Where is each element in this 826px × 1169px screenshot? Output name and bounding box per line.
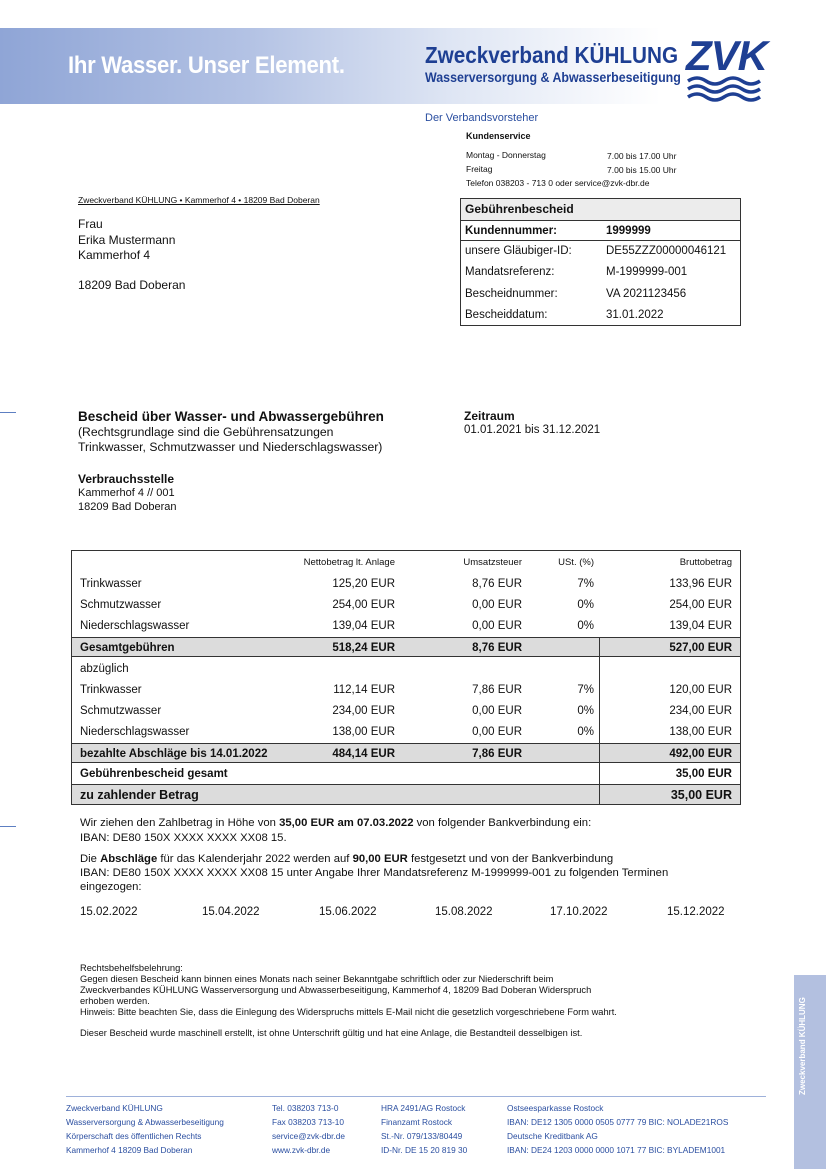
cell-tax: 0,00 EUR [472, 620, 522, 632]
column-divider [599, 657, 600, 804]
footer-bank: Deutsche Kreditbank AG [507, 1131, 598, 1141]
info-value: 1999999 [606, 225, 651, 237]
hours-value: 7.00 bis 17.00 Uhr [607, 151, 677, 161]
cell-tax: 8,76 EUR [472, 642, 522, 654]
cell-gross: 120,00 EUR [669, 684, 732, 696]
customer-service-title: Kundenservice [466, 131, 531, 141]
info-label: Bescheiddatum: [465, 309, 548, 321]
logo-text: ZVK [686, 32, 767, 79]
fee-notice-box [460, 198, 741, 326]
installment-amount: 90,00 EUR [352, 853, 408, 865]
footer-phone: Tel. 038203 713-0 [272, 1103, 339, 1113]
cell-net: 138,00 EUR [332, 726, 395, 738]
total-row [72, 637, 740, 657]
recipient-street: Kammerhof 4 [78, 248, 151, 262]
document-title: Bescheid über Wasser- und Abwassergebühren [78, 409, 384, 424]
cell-net: 484,14 EUR [332, 748, 395, 760]
installment-date: 15.04.2022 [202, 906, 260, 918]
text-span: von folgender Bankverbindung ein: [413, 817, 592, 829]
footer-text: Kammerhof 4 18209 Bad Doberan [66, 1145, 193, 1155]
fee-notice-title: Gebührenbescheid [461, 199, 740, 221]
cell-gross: 527,00 EUR [669, 642, 732, 654]
cell-rate: 0% [577, 705, 594, 717]
salutation: Frau [78, 217, 103, 231]
column-header: Bruttobetrag [679, 557, 732, 568]
info-label: unsere Gläubiger-ID: [465, 245, 572, 257]
cell-tax: 7,86 EUR [472, 684, 522, 696]
footer-fax: Fax 038203 713-10 [272, 1117, 344, 1127]
installment-iban: IBAN: DE80 150X XXXX XXXX XX08 15 unter Angabe Ihrer Mandatsreferenz M-1999999-001 zu folgenden Terminen [80, 867, 669, 879]
text-span: für das Kalenderjahr 2022 werden auf [157, 853, 353, 865]
legal-line: Zweckverbandes KÜHLUNG Wasserversorgung und Abwasserbeseitigung, Kammerhof 4, 18209 Bad Doberan Widerspruch [80, 985, 592, 995]
cell-gross: 254,00 EUR [669, 599, 732, 611]
wave-icon [686, 76, 762, 102]
cell-gross: 492,00 EUR [669, 748, 732, 760]
recipient-city: 18209 Bad Doberan [78, 278, 186, 292]
cell-gross: 234,00 EUR [669, 705, 732, 717]
cell-item: Gebührenbescheid gesamt [80, 768, 228, 780]
cell-tax: 0,00 EUR [472, 705, 522, 717]
cell-net: 125,20 EUR [332, 578, 395, 590]
recipient-name: Erika Mustermann [78, 233, 176, 247]
cell-item: bezahlte Abschläge bis 14.01.2022 [80, 748, 268, 760]
department: Der Verbandsvorsteher [425, 112, 539, 124]
footer-text: St.-Nr. 079/133/80449 [381, 1131, 463, 1141]
legal-line: Gegen diesen Bescheid kann binnen eines Monats nach seiner Bekanntgabe schriftlich oder zur Niederschrift beim [80, 974, 554, 984]
installment-date: 15.12.2022 [667, 906, 725, 918]
cell-net: 254,00 EUR [332, 599, 395, 611]
cell-item: Gesamtgebühren [80, 642, 175, 654]
cell-gross: 133,96 EUR [669, 578, 732, 590]
cell-item: Schmutzwasser [80, 599, 162, 611]
legal-basis-line: Trinkwasser, Schmutzwasser und Niederschlagswasser) [78, 440, 383, 454]
stripe-text: Zweckverband KÜHLUNG [798, 997, 807, 1095]
payment-amount-date: 35,00 EUR am 07.03.2022 [279, 817, 414, 829]
brand-name: Zweckverband KÜHLUNG [425, 42, 679, 68]
info-label: Mandatsreferenz: [465, 266, 555, 278]
cell-tax: 7,86 EUR [472, 748, 522, 760]
footer-text: HRA 2491/AG Rostock [381, 1103, 466, 1113]
info-label: Bescheidnummer: [465, 288, 558, 300]
due-label: zu zahlender Betrag [80, 788, 199, 802]
cell-item: Niederschlagswasser [80, 726, 190, 738]
info-label: Kundennummer: [465, 225, 557, 237]
footer-text: Finanzamt Rostock [381, 1117, 453, 1127]
column-header: Nettobetrag lt. Anlage [303, 557, 395, 568]
column-header: Umsatzsteuer [463, 557, 522, 568]
cell-rate: 7% [577, 684, 594, 696]
payment-iban: IBAN: DE80 150X XXXX XXXX XX08 15. [80, 832, 287, 844]
zvk-logo [686, 32, 767, 102]
payment-text [80, 817, 591, 829]
cell-tax: 0,00 EUR [472, 599, 522, 611]
installment-text [80, 853, 613, 865]
cell-tax: 0,00 EUR [472, 726, 522, 738]
legal-basis-line: (Rechtsgrundlage sind die Gebührensatzungen [78, 425, 334, 439]
info-value: VA 2021123456 [606, 288, 687, 300]
site-label: Verbrauchsstelle [78, 472, 175, 486]
installment-date: 15.06.2022 [319, 906, 377, 918]
footer-text: ID-Nr. DE 15 20 819 30 [381, 1145, 468, 1155]
paid-row [72, 743, 740, 763]
text-bold: Abschläge [100, 853, 158, 865]
footer-bank: Ostseesparkasse Rostock [507, 1103, 604, 1113]
info-value: 31.01.2022 [606, 309, 664, 321]
slogan: Ihr Wasser. Unser Element. [68, 52, 345, 79]
column-divider [599, 637, 600, 657]
cell-rate: 0% [577, 599, 594, 611]
due-amount: 35,00 EUR [670, 788, 732, 802]
legal-heading: Rechtsbehelfsbelehrung: [80, 963, 183, 973]
legal-line: erhoben werden. [80, 996, 150, 1006]
footer-website-link[interactable]: www.zvk-dbr.de [272, 1145, 331, 1155]
cell-net: 139,04 EUR [332, 620, 395, 632]
installment-date: 15.02.2022 [80, 906, 138, 918]
site-line: Kammerhof 4 // 001 [78, 487, 175, 499]
cell-item: Trinkwasser [80, 684, 142, 696]
cell-net: 518,24 EUR [332, 642, 395, 654]
footer-text: Wasserversorgung & Abwasserbeseitigung [66, 1117, 224, 1127]
divider [461, 240, 740, 241]
info-value: DE55ZZZ00000046121 [606, 245, 727, 257]
cell-rate: 7% [577, 578, 594, 590]
footer-text: Zweckverband KÜHLUNG [66, 1103, 163, 1113]
footer-bank: IBAN: DE24 1203 0000 0000 1071 77 BIC: BYLADEM1001 [507, 1145, 726, 1155]
installment-end: eingezogen: [80, 881, 142, 893]
hours-label: Freitag [466, 164, 493, 174]
text-span: festgesetzt und von der Bankverbindung [407, 853, 614, 865]
info-value: M-1999999-001 [606, 266, 688, 278]
installment-date: 17.10.2022 [550, 906, 608, 918]
footer-divider [66, 1096, 766, 1097]
cell-gross: 138,00 EUR [669, 726, 732, 738]
fold-mark [0, 412, 16, 413]
fee-table [71, 550, 741, 805]
footer-text: Körperschaft des öffentlichen Rechts [66, 1131, 202, 1141]
cell-gross: 139,04 EUR [669, 620, 732, 632]
sender-line: Zweckverband KÜHLUNG • Kammerhof 4 • 18209 Bad Doberan [78, 195, 320, 205]
column-header: USt. (%) [558, 557, 594, 568]
cell-item: Trinkwasser [80, 578, 142, 590]
cell-net: 234,00 EUR [332, 705, 395, 717]
due-row [72, 784, 740, 804]
period-label: Zeitraum [464, 409, 515, 423]
text-span: Die [80, 853, 101, 865]
cell-rate: 0% [577, 620, 594, 632]
legal-machine-note: Dieser Bescheid wurde maschinell erstellt, ist ohne Unterschrift gültig und hat eine Anlage, die Bestandteil desselbigen ist. [80, 1028, 583, 1038]
hours-label: Montag - Donnerstag [466, 150, 546, 160]
cell-item: Niederschlagswasser [80, 620, 190, 632]
brand-subtitle: Wasserversorgung & Abwasserbeseitigung [425, 70, 681, 85]
installment-date: 15.08.2022 [435, 906, 493, 918]
cell-item: Schmutzwasser [80, 705, 162, 717]
footer-bank: IBAN: DE12 1305 0000 0505 0777 79 BIC: NOLADE21ROS [507, 1117, 729, 1127]
cell-rate: 0% [577, 726, 594, 738]
legal-hint: Hinweis: Bitte beachten Sie, dass die Einlegung des Widerspruchs mittels E-Mail nicht die gesetzlich vorgeschriebene Form wahrt. [80, 1007, 617, 1017]
cell-gross: 35,00 EUR [675, 768, 732, 780]
text-span: Wir ziehen den Zahlbetrag in Höhe von [80, 817, 280, 829]
cell-tax: 8,76 EUR [472, 578, 522, 590]
fold-mark [0, 826, 16, 827]
hours-value: 7.00 bis 15.00 Uhr [607, 165, 677, 175]
period-value: 01.01.2021 bis 31.12.2021 [464, 424, 601, 436]
contact-phone: Telefon 038203 - 713 0 oder service@zvk-dbr.de [466, 178, 650, 188]
footer-email-link[interactable]: service@zvk-dbr.de [272, 1131, 345, 1141]
site-line: 18209 Bad Doberan [78, 501, 177, 513]
cell-net: 112,14 EUR [333, 684, 395, 696]
cell-item: abzüglich [80, 663, 129, 675]
